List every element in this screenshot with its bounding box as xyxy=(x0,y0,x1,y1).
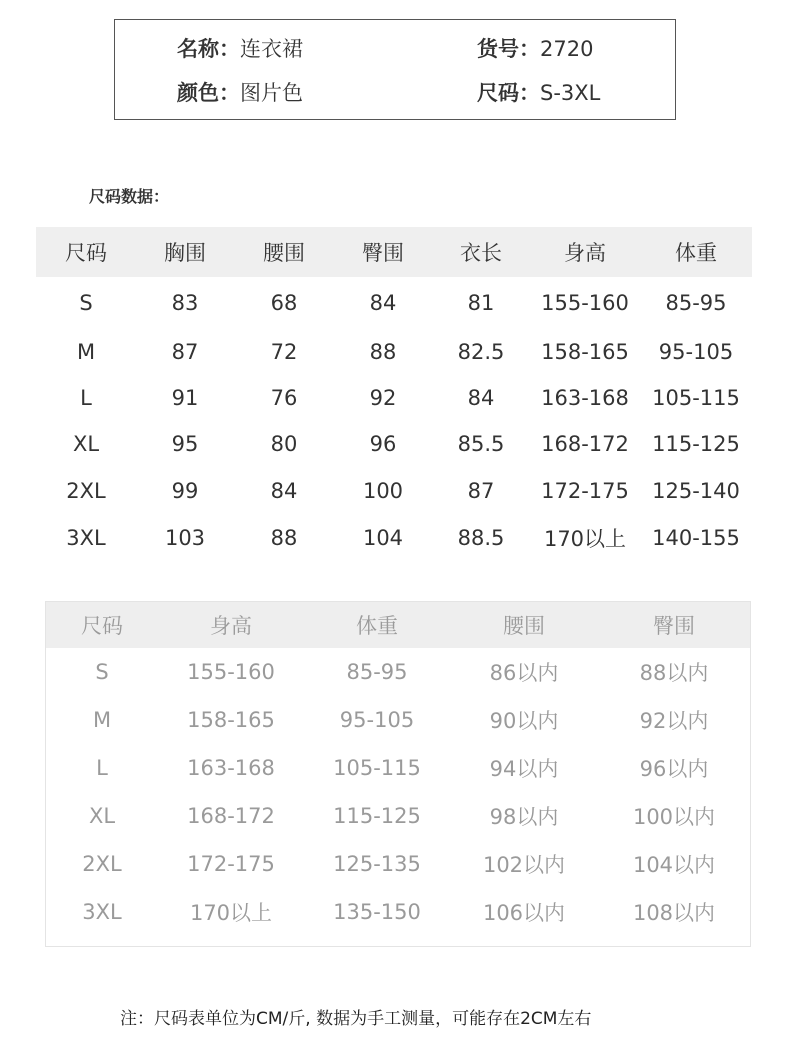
table-cell: 76 xyxy=(270,385,298,410)
size-range-label: 尺码： xyxy=(477,81,540,105)
column-header: 体重 xyxy=(675,241,717,265)
item-number xyxy=(477,33,593,63)
table-cell: 85-95 xyxy=(665,290,727,315)
product-name-label: 名称： xyxy=(177,37,240,61)
table-cell: 86以内 xyxy=(489,661,559,685)
table-cell: 84 xyxy=(369,290,397,315)
column-header: 臀围 xyxy=(362,241,404,265)
table-row xyxy=(36,277,752,328)
table-cell: S xyxy=(79,290,93,315)
table-cell: 100 xyxy=(362,479,404,503)
table-cell: 163-168 xyxy=(187,756,275,780)
column-header: 腰围 xyxy=(263,241,305,265)
table-cell: 94以内 xyxy=(489,757,559,781)
table-cell: 90以内 xyxy=(489,709,559,733)
table-cell: S xyxy=(95,660,109,684)
table-cell: 92 xyxy=(369,385,397,410)
table-row xyxy=(46,744,750,792)
table-cell: 135-150 xyxy=(333,900,421,924)
table-row xyxy=(36,515,752,561)
table-row xyxy=(36,328,752,375)
table-row xyxy=(36,375,752,420)
table-cell: L xyxy=(80,385,92,410)
product-name-value: 连衣裙 xyxy=(240,37,303,61)
table-cell: 84 xyxy=(270,479,298,503)
table-cell: 95-105 xyxy=(339,708,415,732)
table-cell: 84 xyxy=(467,385,495,410)
table-cell: 105-115 xyxy=(652,385,740,410)
item-number-label: 货号： xyxy=(477,37,540,61)
column-header: 腰围 xyxy=(503,614,545,638)
table-cell: 155-160 xyxy=(187,660,275,684)
table-cell: 102以内 xyxy=(482,853,566,877)
table-cell: 3XL xyxy=(82,900,122,924)
table-cell: 172-175 xyxy=(541,479,629,503)
item-number-value: 2720 xyxy=(540,37,594,61)
table-cell: 172-175 xyxy=(187,852,275,876)
table-cell: 88 xyxy=(270,526,298,550)
table-cell: 81 xyxy=(467,290,495,315)
table-cell: 85.5 xyxy=(457,431,505,456)
table-cell: 105-115 xyxy=(333,756,421,780)
table-cell: 125-140 xyxy=(652,479,740,503)
table-cell: 95 xyxy=(171,431,199,456)
table-cell: 168-172 xyxy=(187,804,275,828)
table-cell: 87 xyxy=(171,339,199,364)
column-header: 身高 xyxy=(564,241,606,265)
table-row xyxy=(46,840,750,888)
table-cell: 163-168 xyxy=(541,385,629,410)
table-cell: 104以内 xyxy=(632,853,716,877)
column-header: 身高 xyxy=(210,614,252,638)
table-cell: 98以内 xyxy=(489,805,559,829)
table-cell: 104 xyxy=(362,526,404,550)
table-cell: L xyxy=(96,756,108,780)
table-cell: 106以内 xyxy=(482,901,566,925)
product-color-label: 颜色： xyxy=(177,81,240,105)
size-range xyxy=(477,77,600,107)
table-row xyxy=(46,888,750,936)
table-cell: 170以上 xyxy=(189,901,273,925)
section-title: 尺码数据： xyxy=(89,187,170,206)
table-cell: 80 xyxy=(270,431,298,456)
table-row xyxy=(36,420,752,467)
table-cell: 140-155 xyxy=(652,526,740,550)
size-range-value: S-3XL xyxy=(540,81,601,105)
table-cell: 95-105 xyxy=(658,339,734,364)
table-cell: 88.5 xyxy=(457,526,505,550)
measurement-note: 注：尺码表单位为CM/斤, 数据为手工测量，可能存在2CM左右 xyxy=(120,1009,592,1029)
table-header-row xyxy=(36,227,752,277)
table-cell: 100以内 xyxy=(632,805,716,829)
table-row xyxy=(46,792,750,840)
table-cell: 170以上 xyxy=(543,527,627,551)
table-cell: 96以内 xyxy=(639,757,709,781)
table-cell: 72 xyxy=(270,339,298,364)
table-row xyxy=(36,467,752,515)
table-cell: 83 xyxy=(171,290,199,315)
size-recommendation-table xyxy=(45,601,751,947)
table-cell: 99 xyxy=(171,479,199,503)
table-cell: 88以内 xyxy=(639,661,709,685)
table-cell: 103 xyxy=(164,526,206,550)
table-cell: 88 xyxy=(369,339,397,364)
table-cell: 96 xyxy=(369,431,397,456)
table-cell: 108以内 xyxy=(632,901,716,925)
table-cell: 158-165 xyxy=(541,339,629,364)
table-cell: 125-135 xyxy=(333,852,421,876)
table-cell: 68 xyxy=(270,290,298,315)
table-header-row xyxy=(46,602,750,648)
table-cell: 168-172 xyxy=(541,431,629,456)
product-color-value: 图片色 xyxy=(240,81,303,105)
table-cell: 85-95 xyxy=(346,660,408,684)
table-cell: 2XL xyxy=(66,479,106,503)
table-cell: M xyxy=(92,708,112,732)
column-header: 尺码 xyxy=(65,241,107,265)
table-cell: 92以内 xyxy=(639,709,709,733)
column-header: 衣长 xyxy=(460,241,502,265)
size-data-table xyxy=(36,227,752,561)
table-row xyxy=(46,648,750,696)
column-header: 胸围 xyxy=(164,241,206,265)
table-cell: M xyxy=(76,339,96,364)
table-cell: 91 xyxy=(171,385,199,410)
table-cell: 158-165 xyxy=(187,708,275,732)
table-row xyxy=(46,696,750,744)
table-cell: 115-125 xyxy=(333,804,421,828)
product-name xyxy=(177,33,303,63)
column-header: 尺码 xyxy=(81,614,123,638)
table-cell: XL xyxy=(88,804,116,828)
table-cell: 82.5 xyxy=(457,339,505,364)
column-header: 体重 xyxy=(356,614,398,638)
column-header: 臀围 xyxy=(653,614,695,638)
table-cell: XL xyxy=(72,431,100,456)
table-cell: 2XL xyxy=(82,852,122,876)
product-color xyxy=(177,77,303,107)
table-cell: 3XL xyxy=(66,526,106,550)
table-cell: 115-125 xyxy=(652,431,740,456)
table-cell: 155-160 xyxy=(541,290,629,315)
table-cell: 87 xyxy=(467,479,495,503)
product-info-box xyxy=(114,19,676,120)
